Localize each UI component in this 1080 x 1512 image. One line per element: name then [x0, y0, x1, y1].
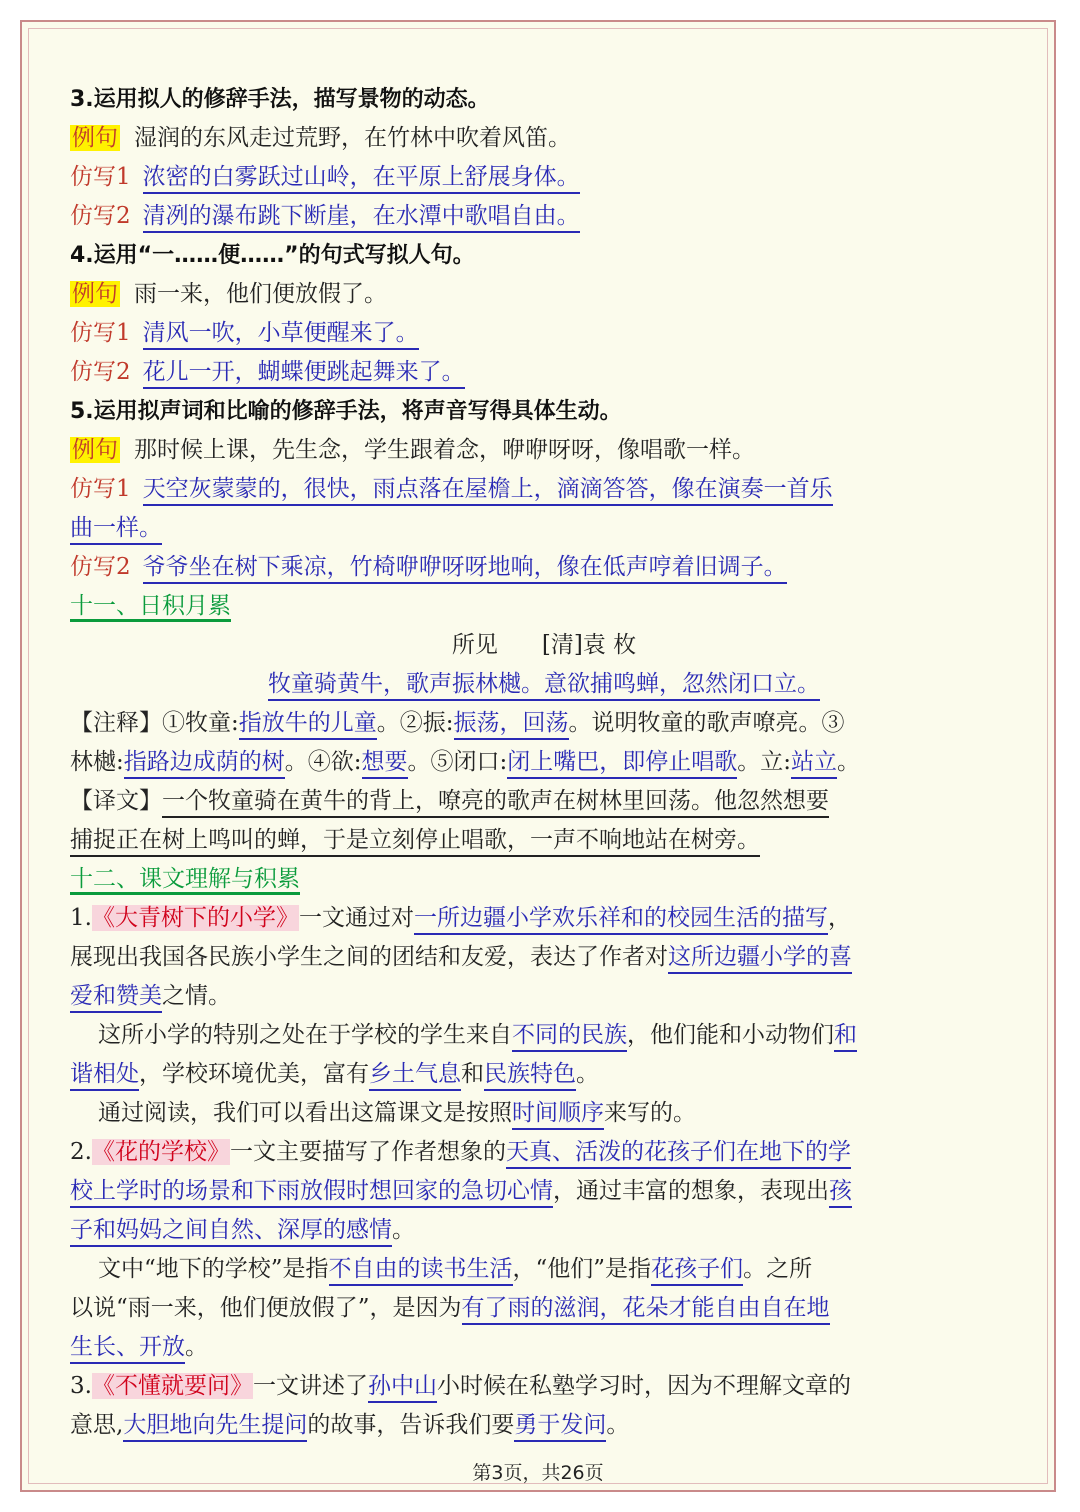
body-text: ，“他们”是指	[512, 1256, 652, 1282]
imitation-tag: 仿写1	[70, 164, 131, 190]
note-text: 。④欲:	[284, 749, 362, 775]
translation-line-2	[70, 821, 1018, 860]
imitation-5-1	[70, 470, 1018, 509]
imitation-text: 花儿一开，蝴蝶便跳起舞来了。	[143, 359, 465, 389]
answer-text: 时间顺序	[512, 1100, 604, 1130]
body-text: 意思,	[70, 1412, 124, 1438]
item-number: 3.	[70, 1373, 92, 1399]
body-text: 。之所	[743, 1256, 813, 1282]
section-title-text: 十二、课文理解与积累	[70, 866, 300, 895]
example-text: 湿润的东风走过荒野，在竹林中吹着风笛。	[134, 125, 571, 151]
answer-text: 乡土气息	[369, 1061, 461, 1091]
imitation-4-1	[70, 314, 1018, 353]
answer-text: 生长、开放	[70, 1334, 185, 1364]
imitation-3-2	[70, 197, 1018, 236]
body-text: 一文讲述了	[252, 1373, 368, 1399]
poem-text: 牧童骑黄牛，歌声振林樾。意欲捕鸣蝉，忽然闭口立。	[268, 671, 820, 701]
p2-line-3	[70, 1211, 1018, 1250]
answer-text: 校上学时的场景和下雨放假时想回家的急切心情	[70, 1178, 553, 1208]
example-4	[70, 275, 1018, 314]
p2-line-6	[70, 1328, 1018, 1367]
body-text: ，	[827, 905, 851, 931]
p1-line-6	[70, 1094, 1018, 1133]
answer-text: 谐相处	[70, 1061, 139, 1091]
note-answer: 指放牛的儿童	[239, 710, 377, 740]
answer-text: 民族特色	[484, 1061, 576, 1091]
example-tag: 例句	[72, 437, 118, 463]
example-3	[70, 119, 1018, 158]
example-tag: 例句	[72, 125, 118, 151]
note-text: 林樾:	[70, 749, 124, 775]
book-title: 《花的学校》	[91, 1139, 230, 1165]
example-text: 那时候上课，先生念，学生跟着念，咿咿呀呀，像唱歌一样。	[134, 437, 755, 463]
answer-text: 花孩子们	[651, 1256, 743, 1286]
answer-text: 和	[834, 1022, 857, 1052]
book-title: 《大青树下的小学》	[91, 905, 299, 931]
body-text: 。	[185, 1334, 208, 1360]
poem-title: 所见	[451, 632, 498, 658]
answer-text: 孙中山	[368, 1373, 437, 1403]
body-text: 和	[461, 1061, 484, 1087]
section-11-title	[70, 587, 1018, 626]
answer-text: 一所边疆小学欢乐祥和的校园生活的描写	[414, 905, 828, 935]
answer-text: 这所边疆小学的喜	[668, 944, 852, 974]
answer-text: 孩	[829, 1178, 852, 1208]
answer-text: 不同的民族	[512, 1022, 627, 1052]
body-text: 通过阅读，我们可以看出这篇课文是按照	[98, 1100, 512, 1126]
body-text: 来写的。	[604, 1100, 696, 1126]
answer-text: 大胆地向先生提问	[123, 1412, 307, 1442]
body-text: 一文通过对	[298, 905, 414, 931]
body-text: 以说“雨一来，他们便放假了”，是因为	[70, 1295, 462, 1321]
imitation-4-2	[70, 353, 1018, 392]
imitation-text: 天空灰蒙蒙的，很快，雨点落在屋檐上，滴滴答答，像在演奏一首乐	[143, 476, 833, 506]
answer-text: 子和妈妈之间自然、深厚的感情	[70, 1217, 392, 1247]
note-text: 。⑤闭口:	[407, 749, 508, 775]
translation-line-1	[70, 782, 1018, 821]
example-tag: 例句	[72, 281, 118, 307]
page-number: 第3页，共26页	[472, 1462, 604, 1484]
answer-text: 有了雨的滋润，花朵才能自由自在地	[462, 1295, 830, 1325]
translation-text: 捕捉正在树上鸣叫的蝉，于是立刻停止唱歌，一声不响地站在树旁。	[70, 827, 760, 857]
heading-4: 4.运用“一……便……”的句式写拟人句。	[70, 243, 475, 268]
imitation-5-1-cont	[70, 509, 1018, 548]
p2-line-2	[70, 1172, 1018, 1211]
imitation-3-1	[70, 158, 1018, 197]
body-text: 文中“地下的学校”是指	[98, 1256, 329, 1282]
item-number: 1.	[70, 905, 92, 931]
imitation-text: 曲一样。	[70, 515, 162, 545]
note-answer: 闭上嘴巴，即停止唱歌	[507, 749, 737, 779]
translation-label: 【译文】	[70, 788, 162, 814]
note-text: 。②振:	[376, 710, 454, 736]
poem-text-line	[70, 665, 1018, 704]
book-title: 《不懂就要问》	[91, 1373, 253, 1399]
section-12-title	[70, 860, 1018, 899]
poem-author: [清]袁 枚	[541, 632, 637, 658]
item-number: 2.	[70, 1139, 92, 1165]
imitation-5-2	[70, 548, 1018, 587]
answer-text: 勇于发问	[514, 1412, 606, 1442]
p1-line-2	[70, 938, 1018, 977]
note-answer: 指路边成荫的树	[124, 749, 285, 779]
poem-header	[70, 626, 1018, 665]
answer-text: 不自由的读书生活	[329, 1256, 513, 1286]
body-text: ，他们能和小动物们	[627, 1022, 834, 1048]
note-text: 。立:	[737, 749, 791, 775]
document-body	[70, 80, 1018, 1445]
imitation-tag: 仿写1	[70, 320, 131, 346]
body-text: 。	[606, 1412, 630, 1438]
note-text: 。说明牧童的歌声嘹亮。③	[568, 710, 845, 736]
body-text: 展现出我国各民族小学生之间的团结和友爱，表达了作者对	[70, 944, 668, 970]
imitation-text: 浓密的白雾跃过山岭，在平原上舒展身体。	[143, 164, 580, 194]
translation-text: 一个牧童骑在黄牛的背上，嘹亮的歌声在树林里回荡。他忽然想要	[162, 788, 829, 818]
section-title-text: 十一、日积月累	[70, 593, 231, 622]
imitation-text: 清风一吹，小草便醒来了。	[143, 320, 419, 350]
imitation-tag: 仿写2	[70, 203, 131, 229]
imitation-text: 爷爷坐在树下乘凉，竹椅咿咿呀呀地响，像在低声哼着旧调子。	[143, 554, 787, 584]
p1-line-3	[70, 977, 1018, 1016]
imitation-tag: 仿写2	[70, 359, 131, 385]
heading-3: 3.运用拟人的修辞手法，描写景物的动态。	[70, 87, 490, 112]
body-text: 的故事，告诉我们要	[307, 1412, 515, 1438]
body-text: ，通过丰富的想象，表现出	[553, 1178, 829, 1204]
body-text: 之情。	[162, 983, 231, 1009]
answer-text: 爱和赞美	[70, 983, 162, 1013]
p1-line-4	[70, 1016, 1018, 1055]
answer-text: 天真、活泼的花孩子们在地下的学	[506, 1139, 851, 1169]
notes-line-2	[70, 743, 1018, 782]
note-answer: 站立	[791, 749, 837, 779]
body-text: 。	[576, 1061, 599, 1087]
p2-line-5	[70, 1289, 1018, 1328]
page-frame	[20, 20, 1056, 1492]
p3-line-1	[70, 1367, 1018, 1406]
body-text: ，学校环境优美，富有	[139, 1061, 369, 1087]
note-answer: 振荡，回荡	[454, 710, 569, 740]
p2-line-1	[70, 1133, 1018, 1172]
note-answer: 想要	[362, 749, 408, 779]
heading-5: 5.运用拟声词和比喻的修辞手法，将声音写得具体生动。	[70, 399, 622, 424]
notes-label: 【注释】	[70, 710, 162, 736]
body-text: 。	[392, 1217, 415, 1243]
example-text: 雨一来，他们便放假了。	[134, 281, 387, 307]
note-text: ①牧童:	[162, 710, 239, 736]
p3-line-2	[70, 1406, 1018, 1445]
p2-line-4	[70, 1250, 1018, 1289]
note-text: 。	[837, 749, 860, 775]
body-text: 小时候在私塾学习时，因为不理解文章的	[436, 1373, 851, 1399]
imitation-text: 清冽的瀑布跳下断崖，在水潭中歌唱自由。	[143, 203, 580, 233]
body-text: 一文主要描写了作者想象的	[229, 1139, 506, 1165]
example-5	[70, 431, 1018, 470]
body-text: 这所小学的特别之处在于学校的学生来自	[98, 1022, 512, 1048]
p1-line-1	[70, 899, 1018, 938]
imitation-tag: 仿写1	[70, 476, 131, 502]
notes-line-1	[70, 704, 1018, 743]
p1-line-5	[70, 1055, 1018, 1094]
imitation-tag: 仿写2	[70, 554, 131, 580]
